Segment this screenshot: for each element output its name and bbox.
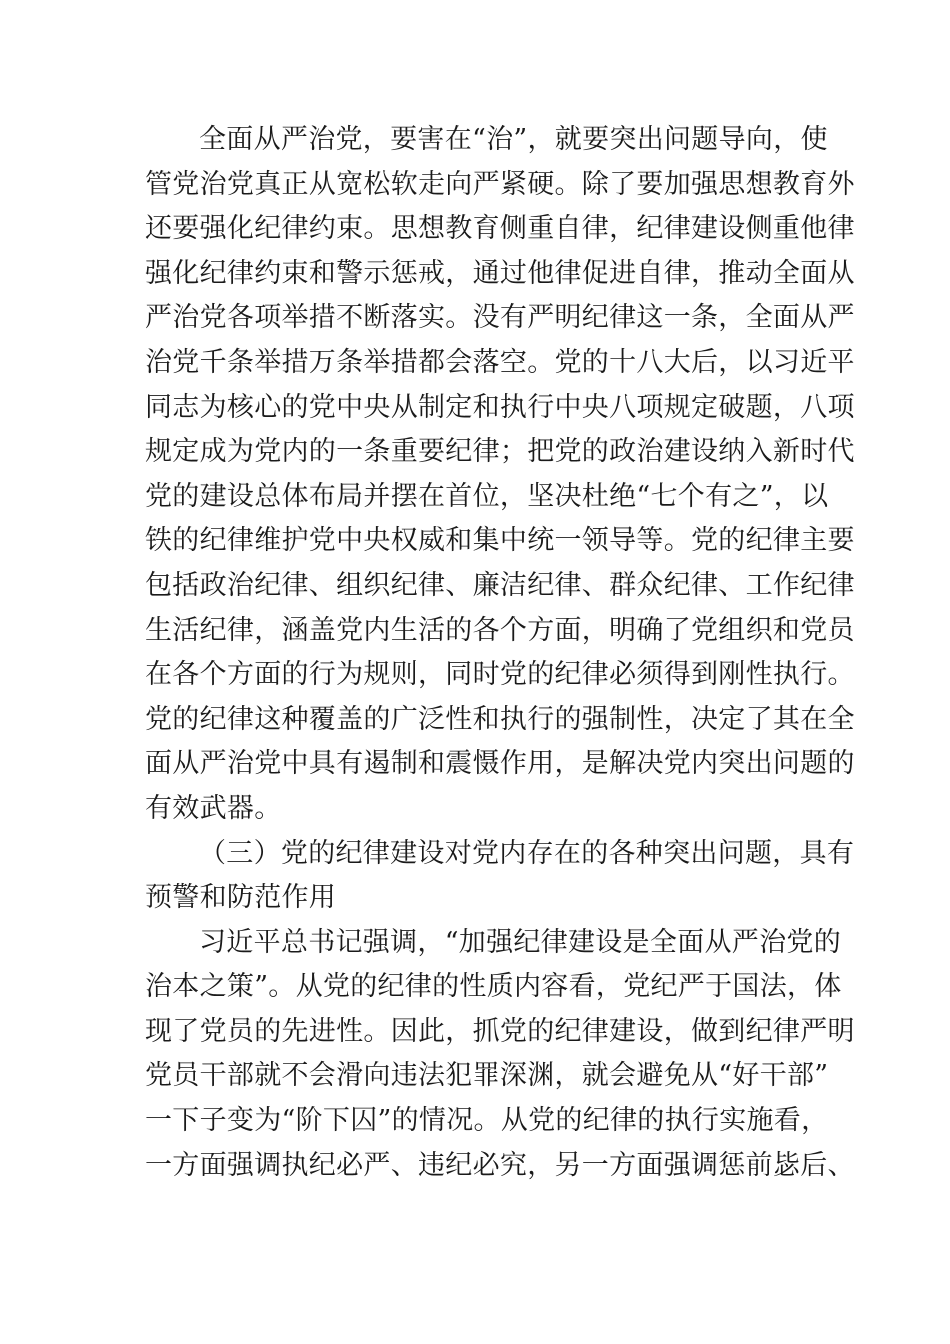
text-line: 面从严治党中具有遏制和震慑作用，是解决党内突出问题的 xyxy=(145,748,855,780)
text-line: 党的纪律这种覆盖的广泛性和执行的强制性，决定了其在全 xyxy=(145,703,855,735)
text-line: 同志为核心的党中央从制定和执行中央八项规定破题，八项 xyxy=(145,391,855,423)
paragraph-discipline-role xyxy=(145,118,855,832)
text-line: 规定成为党内的一条重要纪律；把党的政治建设纳入新时代 xyxy=(145,436,855,468)
text-line: 现了党员的先进性。因此，抓党的纪律建设，做到纪律严明 xyxy=(145,1015,855,1047)
heading-line: 预警和防范作用 xyxy=(145,882,337,914)
text-line: 铁的纪律维护党中央权威和集中统一领导等。党的纪律主要 xyxy=(145,525,855,557)
text-line: 强化纪律约束和警示惩戒，通过他律促进自律，推动全面从 xyxy=(145,257,855,289)
text-line: 习近平总书记强调，“加强纪律建设是全面从严治党的 xyxy=(199,926,842,958)
text-line: 党的建设总体布局并摆在首位，坚决杜绝“七个有之”，以 xyxy=(145,480,829,512)
text-line: 一下子变为“阶下囚”的情况。从党的纪律的执行实施看， xyxy=(145,1105,829,1137)
text-line: 治党千条举措万条举措都会落空。党的十八大后，以习近平 xyxy=(145,346,855,378)
text-line: 一方面强调执纪必严、违纪必究，另一方面强调惩前毖后、 xyxy=(145,1149,855,1181)
paragraph-xi-quote xyxy=(145,921,855,1189)
text-line: 有效武器。 xyxy=(145,792,282,824)
text-line: 生活纪律，涵盖党内生活的各个方面，明确了党组织和党员 xyxy=(145,614,855,646)
document-page xyxy=(145,118,855,1188)
text-line: 治本之策”。从党的纪律的性质内容看，党纪严于国法，体 xyxy=(145,971,842,1003)
text-line: 严治党各项举措不断落实。没有严明纪律这一条，全面从严 xyxy=(145,302,855,334)
section-heading xyxy=(145,832,855,921)
text-line: 在各个方面的行为规则，同时党的纪律必须得到刚性执行。 xyxy=(145,659,855,691)
text-line: 管党治党真正从宽松软走向严紧硬。除了要加强思想教育外 xyxy=(145,168,855,200)
text-line: 包括政治纪律、组织纪律、廉洁纪律、群众纪律、工作纪律 xyxy=(145,569,855,601)
text-line: 党员干部就不会滑向违法犯罪深渊，就会避免从“好干部” xyxy=(145,1060,829,1092)
text-line: 全面从严治党，要害在“治”，就要突出问题导向，使 xyxy=(199,124,828,155)
text-line: 还要强化纪律约束。思想教育侧重自律，纪律建设侧重他律 xyxy=(145,213,855,245)
heading-line: （三）党的纪律建设对党内存在的各种突出问题，具有 xyxy=(199,837,855,869)
